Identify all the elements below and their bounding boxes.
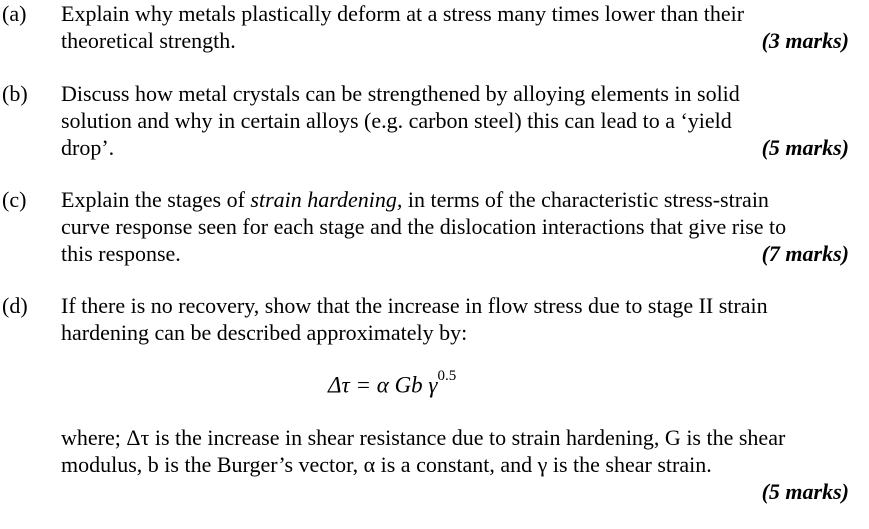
question-line: curve response seen for each stage and the dislocation interactions that give rise to xyxy=(61,214,787,239)
question-label: (d) xyxy=(2,293,28,318)
emphasized-term: strain hardening, xyxy=(250,187,403,212)
marks-label: (5 marks) xyxy=(761,479,849,504)
question-line-part: Explain the stages of xyxy=(61,187,245,212)
question-label: (a) xyxy=(2,1,27,26)
marks-line xyxy=(61,478,849,505)
question-line-with-marks xyxy=(61,27,849,54)
marks-label: (3 marks) xyxy=(761,28,849,53)
where-line: where; Δτ is the increase in shear resistance due to strain hardening, G is the shear xyxy=(61,425,786,450)
question-line: solution and why in certain alloys (e.g. carbon steel) this can lead to a ‘yield xyxy=(61,108,732,133)
question-line: hardening can be described approximately by: xyxy=(61,320,468,345)
question-line: drop’. xyxy=(61,135,115,160)
question-text xyxy=(61,0,849,54)
marks-label: (7 marks) xyxy=(761,241,849,266)
question-text xyxy=(61,292,849,346)
question-line-with-marks xyxy=(61,240,849,267)
question-line: If there is no recovery, show that the increase in flow stress due to stage II strain xyxy=(61,293,768,318)
equation-exponent: 0.5 xyxy=(437,368,457,384)
marks-label: (5 marks) xyxy=(761,135,849,160)
where-line: modulus, b is the Burger’s vector, α is a constant, and γ is the shear strain. xyxy=(61,452,712,477)
question-text xyxy=(61,186,849,267)
question-line: Discuss how metal crystals can be strengthened by alloying elements in solid xyxy=(61,81,740,106)
question-label: (c) xyxy=(2,187,27,212)
question-line: theoretical strength. xyxy=(61,28,236,53)
question-text xyxy=(61,80,849,161)
question-line-with-marks xyxy=(61,134,849,161)
equation xyxy=(328,367,456,399)
equation-expression: Δτ = α Gb γ xyxy=(328,372,438,398)
question-line xyxy=(61,186,849,213)
question-label: (b) xyxy=(2,81,28,106)
where-text xyxy=(61,424,849,505)
question-line: Explain why metals plastically deform at a stress many times lower than their xyxy=(61,1,745,26)
question-line-part: in terms of the characteristic stress-strain xyxy=(407,187,769,212)
question-line: this response. xyxy=(61,241,181,266)
